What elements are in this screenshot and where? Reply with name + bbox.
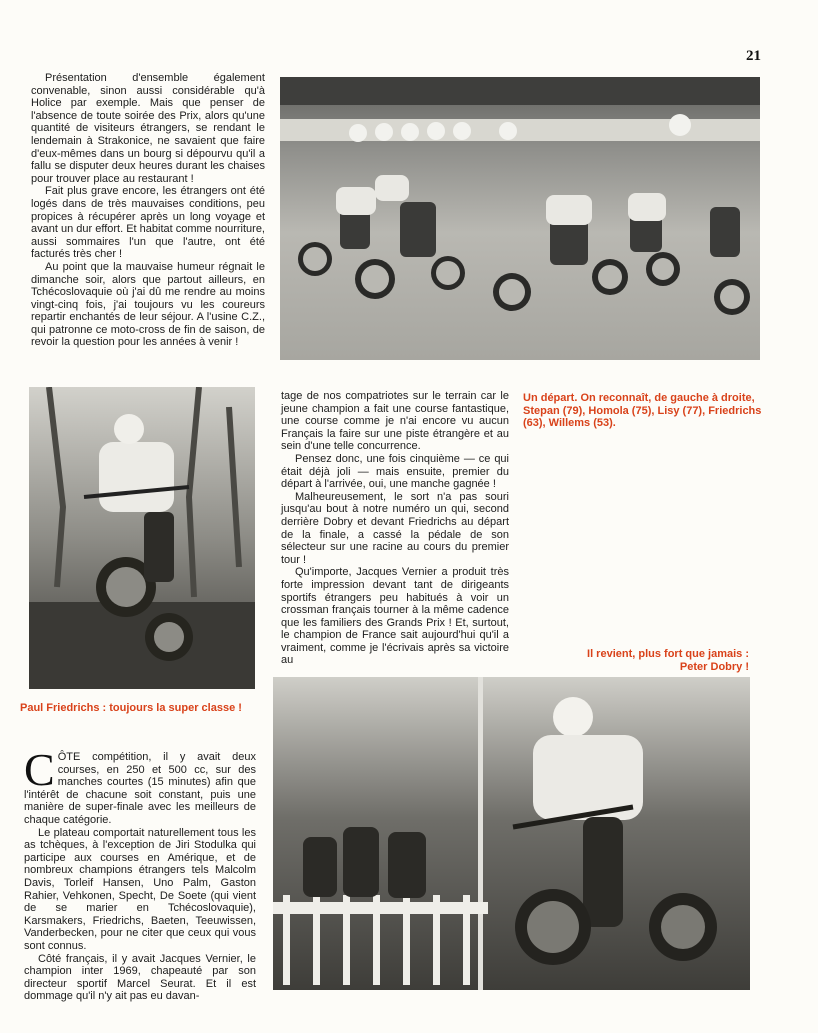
caption-dobry: Il revient, plus fort que jamais : Peter Dobry ! [587, 648, 749, 673]
paragraph: Côté français, il y avait Jacques Vernier, le champion inter 1969, chapeauté par son directeur sportif Marcel Seurat. Et il est dommage qu'il n'y ait pas eu davan- [24, 952, 256, 1003]
paragraph: Au point que la mauvaise humeur régnait le dimanche soir, alors que partout ailleurs, en Tchécoslovaquie où j'ai dû me rendre au moins vingt-cinq fois, j'ai toujours vu les coureurs repartir enchantés de leur séjour. A l'usine C.Z., qui patronne ce moto-cross de fin de saison, de revoir la question pour les années à venir ! [31, 260, 265, 349]
paragraph: ÔTE compétition, il y avait deux courses, en 250 et 500 cc, sur des manches courtes (15 minutes) afin que l'intérêt de chacune soit constant, puis une manière de super-finale avec les meilleurs de chaque catégorie. [24, 751, 256, 826]
page-number: 21 [746, 48, 761, 64]
rider-friedrichs-photo [29, 387, 255, 689]
article-column-left-bottom [24, 744, 256, 1003]
rider-dobry-photo [273, 677, 750, 990]
caption-start: Un départ. On reconnaît, de gauche à droite, Stepan (79), Homola (75), Lisy (77), Friedrichs (63), Willems (53). [523, 392, 762, 430]
paragraph: Qu'importe, Jacques Vernier a produit très forte impression devant tant de dirigeants sportifs étrangers peu habitués à voir un crossman français tourner à la même cadence que les familiers des Grands Prix ! Et, surtout, le champion de France sait aujourd'hui qu'il a vraiment, comme je l'écrivais après sa victoire au [281, 566, 509, 667]
article-column-left-top [31, 72, 265, 349]
paragraph: Fait plus grave encore, les étrangers ont été logés dans de très mauvaises conditions, peu propices à récupérer après un long voyage et avant un dur effort. Et habitat comme nourriture, aussi sommaires l'un que l'autre, ont été facturés très cher ! [31, 185, 265, 261]
drop-cap: C [24, 744, 55, 795]
paragraph: Pensez donc, une fois cinquième — ce qui était déjà joli — mais ensuite, premier du départ à l'arrivée, oui, une manche gagnée ! [281, 452, 509, 491]
caption-friedrichs: Paul Friedrichs : toujours la super classe ! [20, 702, 242, 714]
paragraph: Malheureusement, le sort n'a pas souri jusqu'au bout à notre numéro un qui, second derrière Dobry et devant Friedrichs au départ de la finale, a cassé la pédale de son sélecteur sur une racine au cours du premier tour ! [281, 490, 509, 566]
paragraph: Présentation d'ensemble également convenable, sinon aussi considérable qu'à Holice par exemple. Mais que penser de l'absence de toute soirée des Prix, alors qu'une quantité de visiteurs étrangers, se rendant le lendemain à Strakonice, ne savaient que faire d'eux-mêmes dans un bourg si dépourvu qu'il a fallu se disputer deux heures durant les chaises pour trouver place au restaurant ! [31, 72, 265, 185]
paragraph: Le plateau comportait naturellement tous les as tchèques, à l'exception de Jiri Stodulka qui participe aux courses en Amérique, et de nombreux champions étrangers tels Malcolm Davis, Torleif Hansen, Uno Palm, Gaston Rahier, Vehkonen, Specht, De Soete (qui vient de se marier en Tchécoslovaquie), Karsmakers, Friedrichs, Baeten, Teeuwissen, Vanderbecken, pour ne citer que ceux qui vous sont connus. [24, 826, 256, 952]
paragraph: tage de nos compatriotes sur le terrain car le jeune champion a fait une course fantastique, une course comme je n'ai encore vu aucun Français la faire sur une piste étrangère et au sein d'une telle concurrence. [281, 390, 509, 453]
article-column-middle [281, 390, 509, 667]
motocross-start-photo [280, 77, 760, 360]
